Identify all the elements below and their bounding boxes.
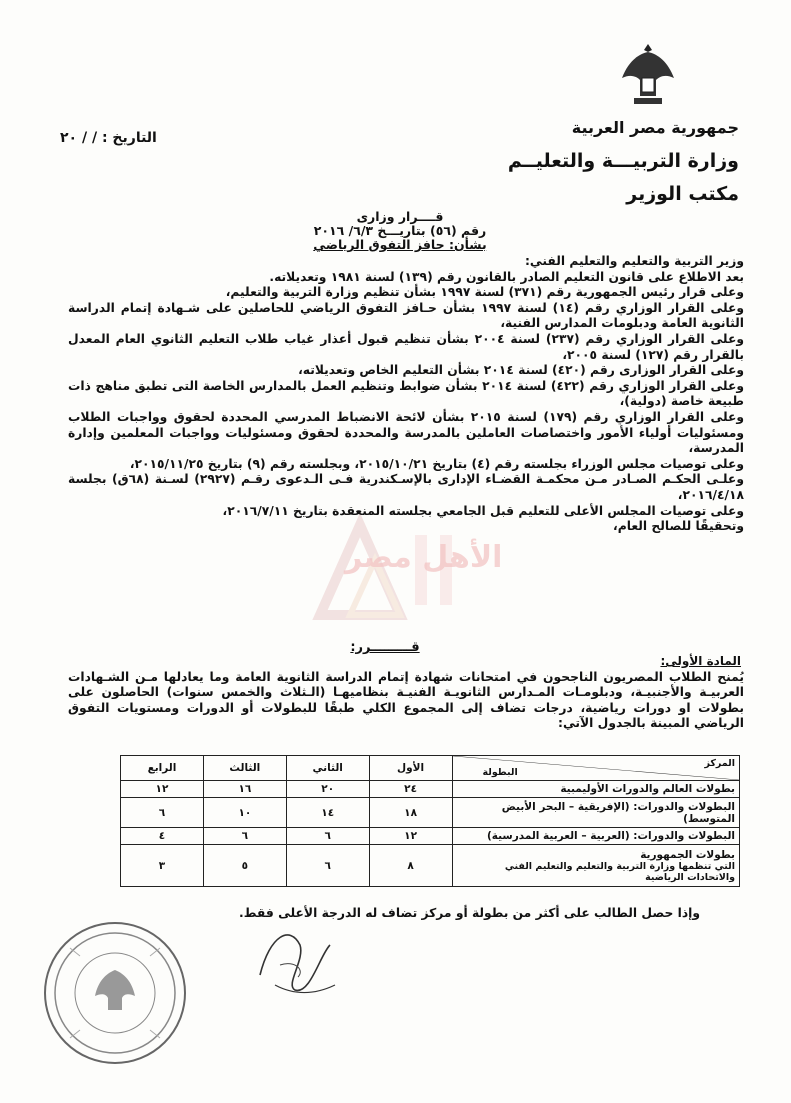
preamble-clause: وعلى القرار الوزاري رقم (١٤) لسنة ١٩٩٧ بشأن حـافز التفوق الرياضي للحاصلين على شـهادة إتمام الدراسة الثانوية العامة ودبلومات المدارس الفنية، xyxy=(68,300,745,331)
table-cell: ١٢ xyxy=(369,828,452,845)
table-row xyxy=(121,781,740,798)
table-cell: ٦ xyxy=(286,828,369,845)
ministry-name: وزارة التربيـــة والتعليــم xyxy=(507,150,739,172)
table-cell-category xyxy=(452,845,740,887)
table-header: الثاني xyxy=(286,756,369,781)
table-row xyxy=(121,828,740,845)
table-header: الرابع xyxy=(121,756,204,781)
table-cell-category: البطولات والدورات: (العربية – العربية المدرسية) xyxy=(452,828,740,845)
table-cell-category: البطولات والدورات: (الإفريقية – البحر الأبيض المتوسط) xyxy=(452,797,740,827)
table-cell-category: بطولات العالم والدورات الأوليمبية xyxy=(452,781,740,798)
table-cell: ٦ xyxy=(286,845,369,887)
table-cell: ٢٠ xyxy=(286,781,369,798)
preamble xyxy=(68,254,744,535)
office-name: مكتب الوزير xyxy=(626,183,739,205)
corner-cell xyxy=(452,756,740,781)
table-cell: ٦ xyxy=(203,828,286,845)
official-seal-icon xyxy=(40,918,190,1068)
preamble-clause: وعلى القرار الوزاري رقم (١٧٩) لسنة ٢٠١٥ بشأن لائحة الانضباط المدرسي المحددة لحقوق وواجبات الطلاب ومسئوليات أولياء الأمور واختصاصات العاملين بالمدرسة والمحددة لحقوق ومسئوليات وواجبات المعلمين وإدارة المدرسة، xyxy=(68,409,745,456)
table-row xyxy=(121,797,740,827)
table-cell: ١٨ xyxy=(369,797,452,827)
table-cell: ٣ xyxy=(121,845,204,887)
eagle-emblem-icon xyxy=(618,40,678,110)
table-cell: ٦ xyxy=(121,797,204,827)
article-text: يُمنح الطلاب المصريون الناجحون في امتحانات شهادة إتمام الدراسة الثانوية العامة وما يعادلها مـن الشـهادات العربيـة والأجنبيـة، ودبلومـات المـدارس الثانويـة الفنيـة بنظاميهـا (الـثلاث والخمس سنوات) الحاصلون على بطولات او دورات رياضية، درجات تضاف إلى المجموع الكلي طبقًا للبطولات أو الدورات ومستويات التفوق الرياضي المبينة بالجدول الآتي: xyxy=(68,670,744,731)
corner-bottom-label: البطولة xyxy=(482,767,518,778)
preamble-clause: وعلى القرار الوزارى رقم (٤٢٠) لسنة ٢٠١٤ بشأن التعليم الخاص وتعديلاته، xyxy=(298,363,744,378)
signature-icon xyxy=(250,915,340,1010)
table-cell: ٢٤ xyxy=(369,781,452,798)
corner-top-label: المركز xyxy=(704,758,735,769)
category-line: التي تنظمها وزارة التربية والتعليم والتعليم الفني والاتحادات الرياضية xyxy=(504,860,735,883)
preamble-clause: وعلـى الحكـم الصـادر مـن محكمـة القضـاء الإدارى بالإسـكندرية فـى الـدعوى رقـم (٢٩٢٧) لسـنة (٦٨ق) بجلسة ٢٠١٦/٤/١٨، xyxy=(68,472,744,502)
table-cell: ٥ xyxy=(203,845,286,887)
watermark-text: الأهل مصر xyxy=(345,540,503,575)
decree-subject: بشأن: حافز التفوق الرياضي xyxy=(313,237,487,252)
table-cell: ١٦ xyxy=(203,781,286,798)
decree-title: قــــرار وزارى xyxy=(356,209,444,224)
country-name: جمهورية مصر العربية xyxy=(571,118,739,137)
preamble-minister: وزير التربية والتعليم والتعليم الفني: xyxy=(524,254,744,268)
preamble-clause: وعلى توصيات المجلس الأعلى للتعليم قبل الجامعي بجلسته المنعقدة بتاريخ ٢٠١٦/٧/١١، xyxy=(222,503,744,518)
table-header: الأول xyxy=(369,756,452,781)
table-cell: ٨ xyxy=(369,845,452,887)
points-table xyxy=(120,755,740,887)
table-header: الثالث xyxy=(203,756,286,781)
table-cell: ١٠ xyxy=(203,797,286,827)
preamble-clause: وعلى توصيات مجلس الوزراء بجلسته رقم (٤) بتاريخ ٢٠١٥/١٠/٢١، وبجلسته رقم (٩) بتاريخ ٢٠١٥/١١/٢٥، xyxy=(129,456,744,471)
preamble-clause: وعلى القرار الوزاري رقم (٢٣٧) لسنة ٢٠٠٤ بشأن تنظيم قبول أعذار غياب طلاب التعليم الثانوي العام المعدل بالقرار رقم (١٢٧) لسنة ٢٠٠٥، xyxy=(68,331,744,362)
preamble-clause: بعد الاطلاع على قانون التعليم الصادر بالقانون رقم (١٣٩) لسنة ١٩٨١ وتعديلاته. xyxy=(269,269,744,284)
table-row xyxy=(121,845,740,887)
table-header-row xyxy=(121,756,740,781)
article-heading: المادة الأولى: xyxy=(660,654,741,668)
table-cell: ٤ xyxy=(121,828,204,845)
date-field: التاريخ : / / ٢٠ xyxy=(60,130,157,146)
table-cell: ١٢ xyxy=(121,781,204,798)
table-cell: ١٤ xyxy=(286,797,369,827)
decree-number: رقم (٥٦) بتاريـــخ ٦/٣/ ٢٠١٦ xyxy=(313,223,487,238)
preamble-clause: وعلى القرار الوزاري رقم (٤٢٢) لسنة ٢٠١٤ بشأن ضوابط وتنظيم العمل بالمدارس الخاصة التى تطبق مناهج ذات طبيعة خاصة (دولية)، xyxy=(68,378,744,409)
category-line: بطولات الجمهورية xyxy=(640,848,735,861)
footnote: وإذا حصل الطالب على أكثر من بطولة أو مركز تضاف له الدرجة الأعلى فقط. xyxy=(239,906,700,920)
preamble-clause: وعلى قرار رئيس الجمهورية رقم (٣٧١) لسنة ١٩٩٧ بشأن تنظيم وزارة التربية والتعليم، xyxy=(225,285,744,300)
decree-heading: قـــــــــرر: xyxy=(350,640,420,655)
preamble-clause: وتحقيقًا للصالح العام، xyxy=(613,519,744,534)
